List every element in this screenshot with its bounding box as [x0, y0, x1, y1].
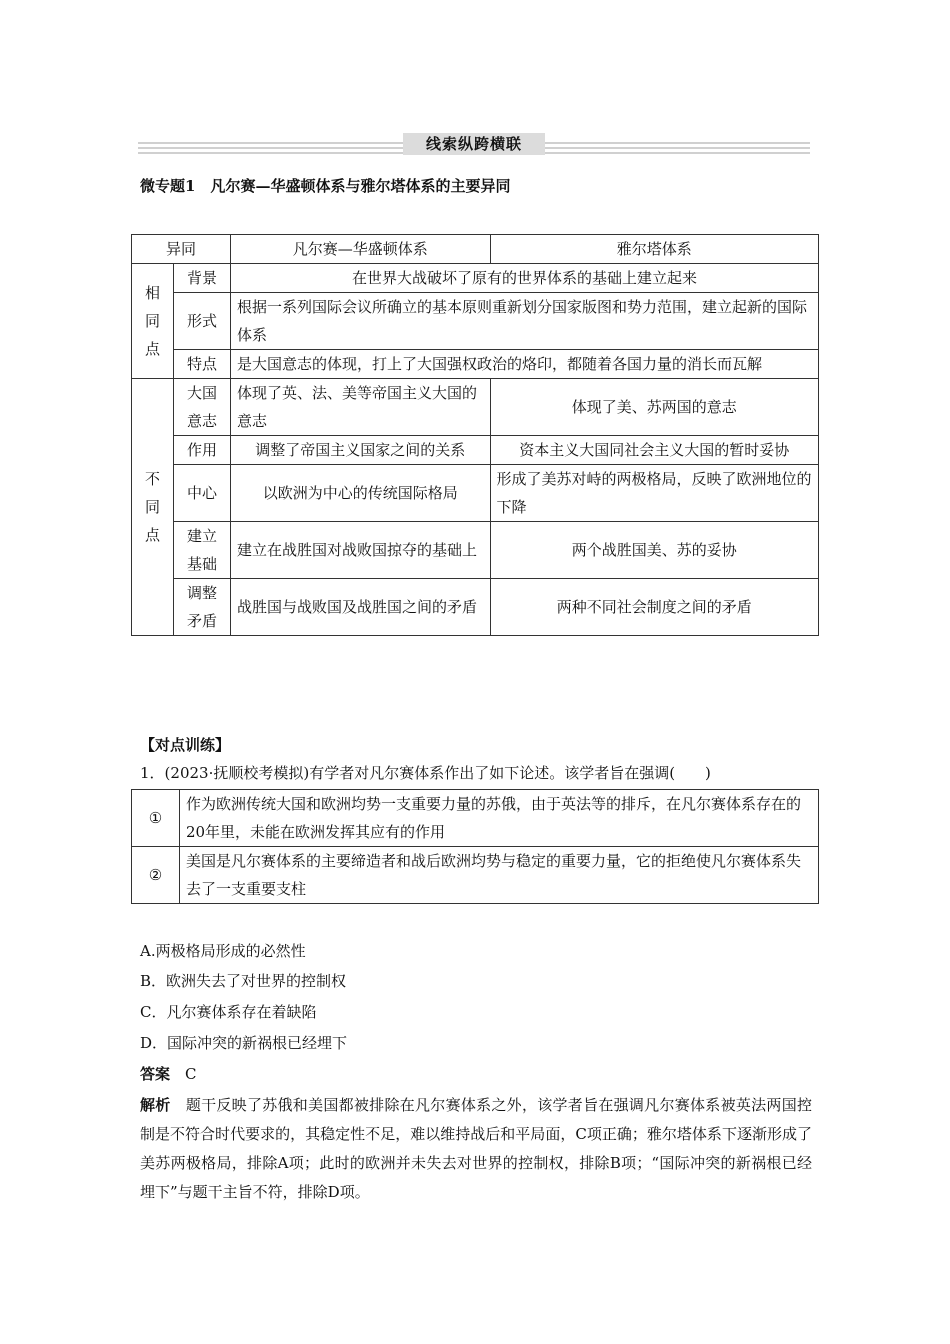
header-cell: 雅尔塔体系 — [490, 235, 818, 264]
row-label: 背景 — [173, 264, 230, 293]
table-row — [132, 847, 819, 904]
table-cell: 根据一系列国际会议所确立的基本原则重新划分国家版图和势力范围，建立起新的国际体系 — [230, 293, 818, 350]
row-label: 特点 — [173, 350, 230, 379]
row-label: 作用 — [173, 436, 230, 465]
table-cell: 资本主义大国同社会主义大国的暂时妥协 — [490, 436, 818, 465]
row-label: 中心 — [173, 465, 230, 522]
table-row — [132, 465, 819, 522]
table-cell: 调整了帝国主义国家之间的关系 — [230, 436, 490, 465]
option-a: A.两极格局形成的必然性 — [140, 942, 306, 960]
table-cell: 是大国意志的体现，打上了大国强权政治的烙印，都随着各国力量的消长而瓦解 — [230, 350, 818, 379]
table-row — [132, 264, 819, 293]
section-title: 【对点训练】 — [140, 736, 231, 754]
table-cell: 形成了美苏对峙的两极格局，反映了欧洲地位的下降 — [490, 465, 818, 522]
group-label-diff: 不同点 — [132, 379, 174, 636]
quote-text: 美国是凡尔赛体系的主要缔造者和战后欧洲均势与稳定的重要力量，它的拒绝使凡尔赛体系失去了一支重要支柱 — [179, 847, 818, 904]
question-stem: 1．(2023·抚顺校考模拟)有学者对凡尔赛体系作出了如下论述。该学者旨在强调( ) — [140, 764, 711, 782]
table-cell: 以欧洲为中心的传统国际格局 — [230, 465, 490, 522]
row-label: 建立基础 — [173, 522, 230, 579]
answer-label: 答案 — [140, 1065, 171, 1083]
option-d: D．国际冲突的新祸根已经埋下 — [140, 1034, 348, 1052]
table-row — [132, 579, 819, 636]
table-cell: 在世界大战破坏了原有的世界体系的基础上建立起来 — [230, 264, 818, 293]
table-cell: 两种不同社会制度之间的矛盾 — [490, 579, 818, 636]
header-cell: 异同 — [132, 235, 231, 264]
explanation-text: 题干反映了苏俄和美国都被排除在凡尔赛体系之外，该学者旨在强调凡尔赛体系被英法两国控制是不符合时代要求的，其稳定性不足，难以维持战后和平局面，C项正确；雅尔塔体系下逐渐形成了美苏两极格局，排除A项；此时的欧洲并未失去对世界的控制权，排除B项；“国际冲突的新祸根已经埋下”与题干主旨不符，排除D项。 — [140, 1096, 812, 1201]
table-row — [132, 379, 819, 436]
row-label: 形式 — [173, 293, 230, 350]
table-cell: 体现了英、法、美等帝国主义大国的意志 — [230, 379, 490, 436]
row-label: 大国意志 — [173, 379, 230, 436]
table-row — [132, 790, 819, 847]
comparison-table — [131, 234, 819, 636]
quote-mark: ① — [132, 790, 180, 847]
option-c: C．凡尔赛体系存在着缺陷 — [140, 1003, 317, 1021]
group-label-same: 相同点 — [132, 264, 174, 379]
table-row — [132, 522, 819, 579]
explanation — [140, 1091, 812, 1207]
banner-title: 线索纵跨横联 — [403, 133, 545, 155]
quote-text: 作为欧洲传统大国和欧洲均势一支重要力量的苏俄，由于英法等的排斥，在凡尔赛体系存在的20年里，未能在欧洲发挥其应有的作用 — [179, 790, 818, 847]
table-cell: 战胜国与战败国及战胜国之间的矛盾 — [230, 579, 490, 636]
answer-line — [140, 1063, 197, 1084]
row-label: 调整矛盾 — [173, 579, 230, 636]
quote-mark: ② — [132, 847, 180, 904]
table-cell: 体现了美、苏两国的意志 — [490, 379, 818, 436]
table-cell: 建立在战胜国对战败国掠夺的基础上 — [230, 522, 490, 579]
header-cell: 凡尔赛—华盛顿体系 — [230, 235, 490, 264]
table-cell: 两个战胜国美、苏的妥协 — [490, 522, 818, 579]
table-row — [132, 350, 819, 379]
table-row — [132, 436, 819, 465]
section-banner — [138, 132, 810, 158]
table-header-row — [132, 235, 819, 264]
explanation-label: 解析 — [140, 1096, 171, 1114]
answer-value: C — [185, 1065, 197, 1083]
option-b: B．欧洲失去了对世界的控制权 — [140, 972, 347, 990]
topic-subtitle: 微专题1 凡尔赛—华盛顿体系与雅尔塔体系的主要异同 — [140, 177, 511, 195]
table-row — [132, 293, 819, 350]
quote-table — [131, 789, 819, 904]
